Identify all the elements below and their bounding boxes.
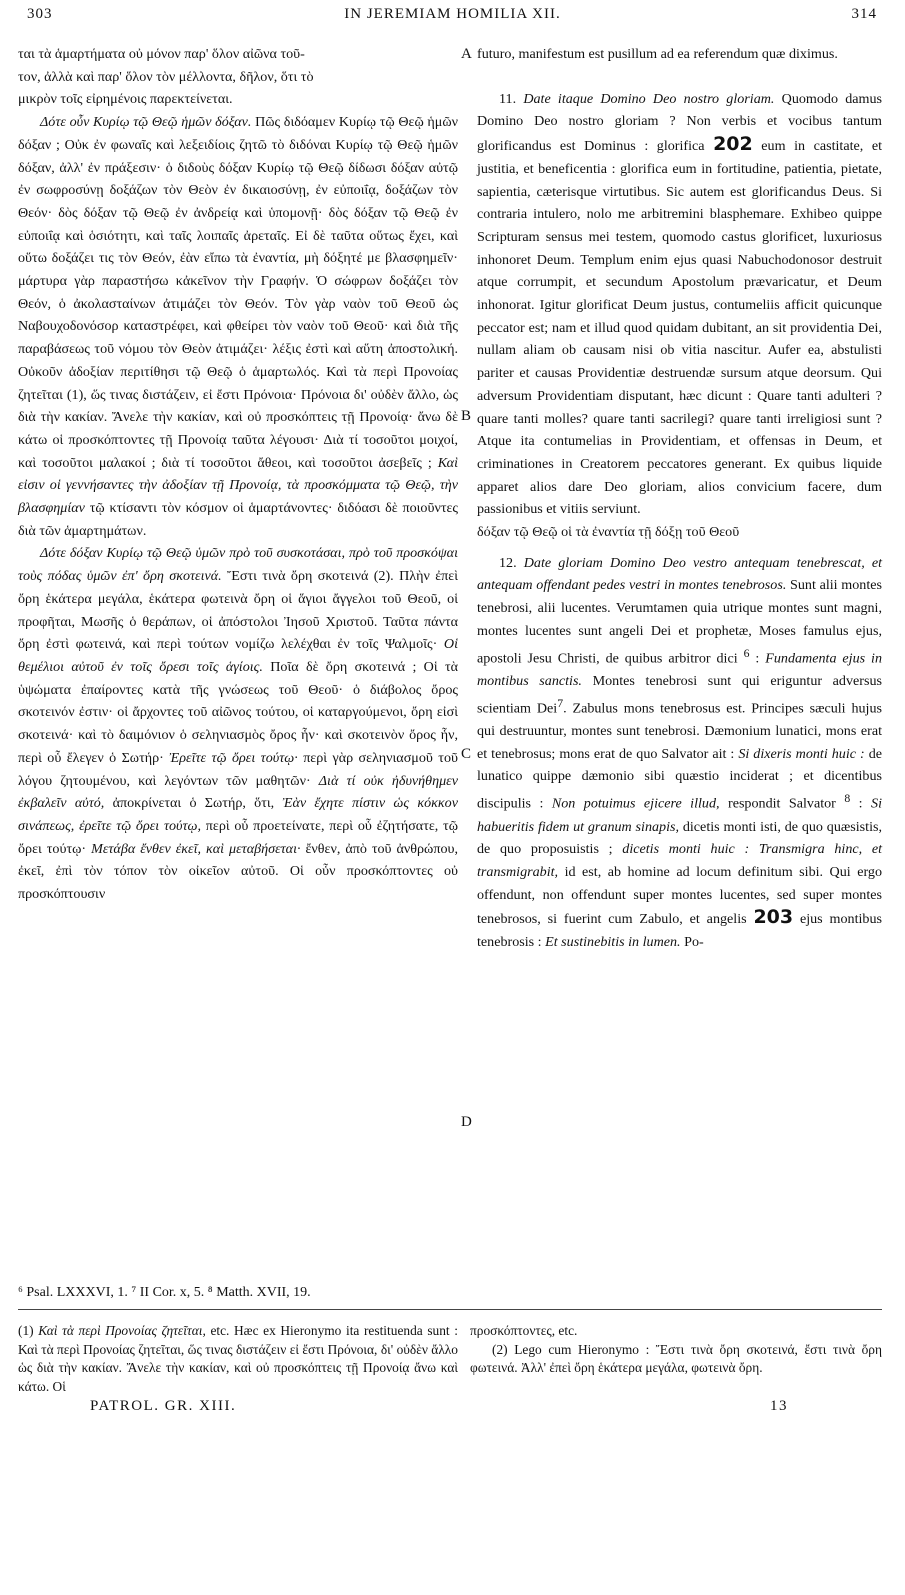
footnote-ref-8: 8 [844, 792, 851, 806]
footnote-ref-6: 6 [743, 646, 750, 660]
greek-text: περὶ γὰρ σεληνιασμοῦ τοῦ λόγου ζητουμένου, καὶ λεγόντων τῶν μαθητῶν· [18, 749, 458, 789]
scripture-quote: Οἱ θεμέλιοι αὐτοῦ ἐν τοῖς ὄρεσι τοῖς ἁγίοις. [18, 636, 458, 675]
greek-text: ἔνθεν, ἀπὸ τοῦ ἀνθρώπου, ἐκεῖ, ἐπὶ τὸν τόπον τὸν οἰκεῖον αὐτοῦ. Οἱ οὖν προσκόπτοντες οὐ προσκόπτουσιν [18, 840, 458, 903]
margin-letter-c: C [461, 746, 472, 762]
signature-mark: 13 [770, 1398, 788, 1414]
greek-italic-text: Καὶ εἰσιν οἱ γεννήσαντες τὴν ἀδοξίαν τῇ Προνοίᾳ, τὰ προσκόμματα τῷ Θεῷ, τὴν βλασφημίαν [18, 454, 458, 517]
latin-paragraph-12 [477, 552, 882, 954]
margin-letter-b: B [461, 408, 472, 424]
greek-text: Πῶς διδόαμεν Κυρίῳ τῷ Θεῷ ἡμῶν δόξαν ; Οὐκ ἐν φωναῖς καὶ λεξειδίοις ζητῶ τὸ διδόναι Κυρίῳ τῷ Θεῷ ἡμῶν δόξαν, ἀλλ' ἐν πράξεσιν· ὁ διδοὺς δόξαν Κυρίῳ τῷ Θεῷ δίδωσι δόξαν αὐτῷ ἐν σωφροσύνῃ δοξάζων τὸν Θεὸν ἐν δικαιοσύνῃ, ἐν εὐποιΐᾳ, δοξάζων τὸν Θεόν· δὸς δόξαν τῷ Θεῷ ἐν ἀνδρείᾳ καὶ ὑπομονῇ· δὸς δόξαν τῷ Θεῷ ἐν εὐποιΐᾳ καὶ ὁσιότητι, καὶ ταῖς λοιπαῖς ἀρεταῖς. Εἰ δὲ ταῦτα οὕτως ἔχει, καὶ οὕτω δοξάζει τις τὸν Θεόν, ἐὰν εἴπω τὰ ἐναντία, μὴ δόξητέ με βλασφημεῖν· μάρτυρα γὰρ παραστήσω κἀκεῖνον τὴν Γραφήν. Ὁ σώφρων δοξάζει τὸν Θεόν, ὁ ἀκολασταίνων ἀτιμάζει τὸν Θεόν. Τὸν γὰρ ναὸν τοῦ Θεοῦ ὡς Ναβουχοδονόσορ καταστρέφει, καὶ φθείρει τὸν ναὸν τοῦ Θεοῦ· καὶ διὰ τῆς παραβάσεως τοῦ νόμου τὸν Θεὸν ἀτιμάζει· λέξις ἐστὶ καὶ αὕτη ἀποστολική. Οὐκοῦν ἀδοξίαν περιτίθησι τῷ Θεῷ ὁ ἁμαρτωλός. Καὶ τὰ περὶ Προνοίας ζητεῖται (1), ὥς τινας διστάζειν, εἰ ἔστι Πρόνοια· Πρόνοια δι' οὐδὲν ἄλλο, ὡς διὰ τὴν κακίαν. Ἄνελε τὴν κακίαν, καὶ οὐ προσκόπτεις τῇ Προνοίᾳ· ἄνω δὲ κάτω οἱ προσκόπτοντες τῇ Προνοίᾳ ταῦτα λέγουσι· Διὰ τί τοσοῦτοι μοιχοί, καὶ τοσοῦτοι μαλακοί ; διὰ τί τοσοῦτοι ἄθεοι, καὶ τοσοῦτοι ἀσεβεῖς ; [18, 114, 458, 471]
running-header [0, 6, 905, 26]
latin-text: : [755, 650, 760, 667]
latin-text: dicetis monti isti, de quo quæsistis, de quo proposuistis ; [477, 818, 883, 858]
greek-text: Ποῖα δὲ ὄρη σκοτεινά ; Οἱ τὰ ὑψώματα ἐπαίροντες κατὰ τῆς γνώσεως τοῦ Θεοῦ· ὁ διάβολος ὄρος σκοτεινόν ἐστιν· οἱ ἄρχοντες τοῦ αἰῶνος τούτου, οἱ καταργούμενοι, ὄρη εἰσὶ σκοτεινά· καὶ τὸ δαιμόνιον ὁ σεληνιασμὸς ὄρος ἦν· καὶ σκοτεινὸν ὄρος ἦν, περὶ οὗ ἔλεγεν ὁ Σωτήρ· [18, 658, 458, 766]
scripture-quote: Fundamenta ejus in montibus sanctis. [477, 650, 883, 689]
header-title: IN JEREMIAM HOMILIA XII. [344, 6, 561, 22]
footnote-text: etc. Hæc ex Hieronymo ita restituenda sunt : Καὶ τὰ περὶ Προνοίας ζητεῖται, ὥς τινας διστάζειν εἰ ἔστι Πρόνοια, δι' οὐδὲν ἄλλο ὡς διὰ τὴν κακίαν. Ἄνελε τὴν κακίαν, καὶ οὐ προσκόπτεις τῇ Προνοίᾳ ἄνω καὶ κάτω. Οἱ [18, 1323, 458, 1394]
latin-text: ejus montibus tenebrosis : [477, 911, 882, 951]
greek-line: τον, ἀλλὰ καὶ παρ' ὅλον τὸν μέλλοντα, δῆλον, ὅτι τὸ [18, 68, 314, 85]
greek-line: μικρὸν τοῖς εἰρημένοις παρεκτείνεται. [18, 91, 233, 108]
latin-text: Montes tenebrosi sunt qui eriguntur adversus scientiam Dei [477, 672, 882, 717]
greek-text: περὶ οὗ προετείνατε, περὶ οὗ ἐζητήσατε, τῷ ὄρει τούτῳ· [18, 817, 458, 857]
right-page-number: 314 [851, 6, 877, 22]
left-page-number: 303 [27, 6, 53, 22]
latin-text: Quomodo damus Domino Deo nostro gloriam ? Non verbis et vocibus tantum glorificandus est Dominus : glorifica [477, 90, 883, 155]
scripture-quote: Ἐρεῖτε τῷ ὄρει τούτῳ· [169, 749, 298, 766]
column-number-202: 202 [713, 133, 753, 156]
scripture-quote: Et sustinebitis in lumen. [545, 934, 681, 951]
scripture-quote: Διὰ τί οὐκ ἠδυνήθημεν ἐκβαλεῖν αὐτό, [18, 772, 458, 812]
footnote-ref-7: 7 [557, 696, 564, 710]
scripture-quote: Ἐὰν ἔχητε πίστιν ὡς κόκκον σινάπεως, ἐρεῖτε τῷ ὄρει τούτῳ, [18, 795, 458, 834]
column-number-203: 203 [753, 906, 794, 929]
latin-text: : [858, 795, 863, 812]
footnote-number: (1) [18, 1323, 34, 1338]
scripture-quote: Δότε δόξαν Κυρίῳ τῷ Θεῷ ὑμῶν πρὸ τοῦ συσκοτάσαι, πρὸ τοῦ προσκόψαι τοὺς πόδας ὑμῶν ἐπ' ὄρη σκοτεινά. [18, 545, 458, 585]
greek-text: ἀποκρίνεται ὁ Σωτήρ, ὅτι, [112, 795, 275, 812]
greek-paragraph-2 [18, 111, 458, 542]
greek-overflow-line: δόξαν τῷ Θεῷ οἱ τὰ ἐναντία τῇ δόξῃ τοῦ Θεοῦ [477, 524, 740, 541]
greek-line: ται τὰ ἁμαρτήματα οὐ μόνον παρ' ὅλον αἰῶνα τοῦ- [18, 46, 305, 62]
latin-text: id est, ab homine ad locum definitum sibi. Qui ergo offendunt, non offendunt super montes lucentes, sed super montes tenebrosos, si fuerint cum Zabulo, et angelis [477, 863, 882, 928]
greek-column [18, 43, 458, 906]
scripture-quote: Non potuimus ejicere illud, [551, 795, 720, 812]
latin-text: Po- [684, 934, 704, 951]
scripture-quote: Si dixeris monti huic : [738, 745, 865, 762]
latin-text: respondit Salvator [728, 795, 836, 812]
greek-paragraph-1 [18, 43, 458, 111]
scripture-quote: Date itaque Domino Deo nostro gloriam. [523, 90, 775, 107]
footnote-1 [18, 1322, 458, 1396]
latin-paragraph-11 [477, 88, 882, 521]
greek-text: Ἔστι τινὰ ὄρη σκοτεινά (2). Πλὴν ἐπεὶ ὄρη ἑκάτερα μεγάλα, ἑκάτερα φωτεινὰ ὄρη οἱ ἅγιοι ἄγγελοι τοῦ Θεοῦ, οἱ προφῆται, Μωσῆς ὁ θεράπων, οἱ ἀπόστολοι Ἰησοῦ Χριστοῦ. Ταῦτα πάντα ὄρη ἐστὶ φωτεινά, καὶ περὶ τούτων νομίζω λελέχθαι ἐν τοῖς Ψαλμοῖς· [18, 568, 458, 653]
margin-letter-a: A [461, 46, 472, 62]
latin-paragraph-1: futuro, manifestum est pusillum ad ea referendum quæ diximus. [477, 46, 838, 62]
footnote-text: (2) Lego cum Hieronymo : Ἔστι τινὰ ὄρη σκοτεινά, ἔστι τινὰ ὄρη φωτεινά. Ἀλλ' ἐπεὶ ὄρη ἑκάτερα μεγάλα, φωτεινὰ ὄρη. [470, 1341, 882, 1375]
section-number: 12. [499, 554, 517, 571]
latin-text: . Zabulus mons tenebrosus est. Principes sæculi hujus qui destruuntur, montes sunt tenebrosi. Dæmonium lunatici, mons erat et tenebrosus; mons erat de quo Salvator ait : [477, 700, 882, 762]
latin-text: eum in castitate, et justitia, et beneficentia : glorifica eum in fortitudine, patientia, pietate, sapientia, cæterisque virtutibus. Sic autem est glorificandus Deus. Si contraria intulero, nolo me arbitremini blasphemare. Exhibeo quippe Scripturam sensus mei testem, quomodo castus glorificet, luxuriosus inhonoret Deum. Templum enim ejus quasi Nabuchodonosor destruit atque corrumpit, et secundum Apostolum prævaricatur, et Deum inhonorat. Igitur glorificat Deum justus, contumeliis afficit quicunque peccator est; nam et illud quod quidam dubitant, an sit providentia Dei, nullam aliam ob causam nisi ob vitia nascitur. Aufer ea, abstulisti pariter et causas Providentiæ destruendæ sursum atque deorsum. Qui adversum Providentiam disputant, hæc dicunt : Quare tanti adulteri ? quare tanti molles? quare tanti sacrilegi? quare tanti irreligiosi sunt ? Atque ita contumelias in Providentiam, et offensas in Deum, et criminationes in Creatorem peccatores generant. Ex quibus liquide apparet alios dare Deo gloriam, alios convicium facere, dum passionibus et vitiis serviunt. [477, 138, 882, 518]
series-title: PATROL. GR. XIII. [90, 1398, 237, 1414]
latin-column [477, 43, 882, 954]
greek-paragraph-3 [18, 542, 458, 905]
latin-text: Sunt alii montes tenebrosi, alii lucentes. Verumtamen quia utrique montes sunt magni, montes lucentes sunt angeli Dei et prophetæ, Moses famulus ejus, apostoli Jesu Christi, de quibus arbitror dici [477, 577, 882, 667]
footnote-quote: Καὶ τὰ περὶ Προνοίας ζητεῖται, [38, 1323, 206, 1338]
scripture-quote: Μετάβα ἔνθεν ἐκεῖ, καὶ μεταβήσεται· [91, 840, 301, 857]
footnote-divider [18, 1309, 882, 1310]
latin-text: de lunatico quippe dæmonio sibi quæstio inciderat ; et dicentibus discipulis : [477, 745, 882, 812]
scripture-quote: Δότε οὖν Κυρίῳ τῷ Θεῷ ἡμῶν δόξαν. [40, 114, 252, 131]
scripture-references: ⁶ Psal. LXXXVI, 1. ⁷ II Cor. x, 5. ⁸ Matth. XVII, 19. [18, 1285, 311, 1300]
scripture-quote: Date gloriam Domino Deo vestro antequam tenebrescat, et antequam offendant pedes vestri in montes tenebrosos. [477, 554, 882, 594]
greek-text: τῷ κτίσαντι τὸν κόσμον οἱ ἁμαρτάνοντες· διδόασι δὲ ποιοῦντες διὰ τῶν ἁμαρτημάτων. [18, 500, 458, 539]
margin-letter-d: D [461, 1114, 472, 1130]
footnote-2 [470, 1322, 882, 1378]
footnote-continuation: προσκόπτοντες, etc. [470, 1323, 578, 1338]
scripture-quote: dicetis monti huic : Transmigra hinc, et transmigrabit, [477, 841, 883, 880]
scripture-quote: Si habueritis fidem ut granum sinapis, [477, 795, 882, 835]
section-number: 11. [499, 90, 517, 107]
